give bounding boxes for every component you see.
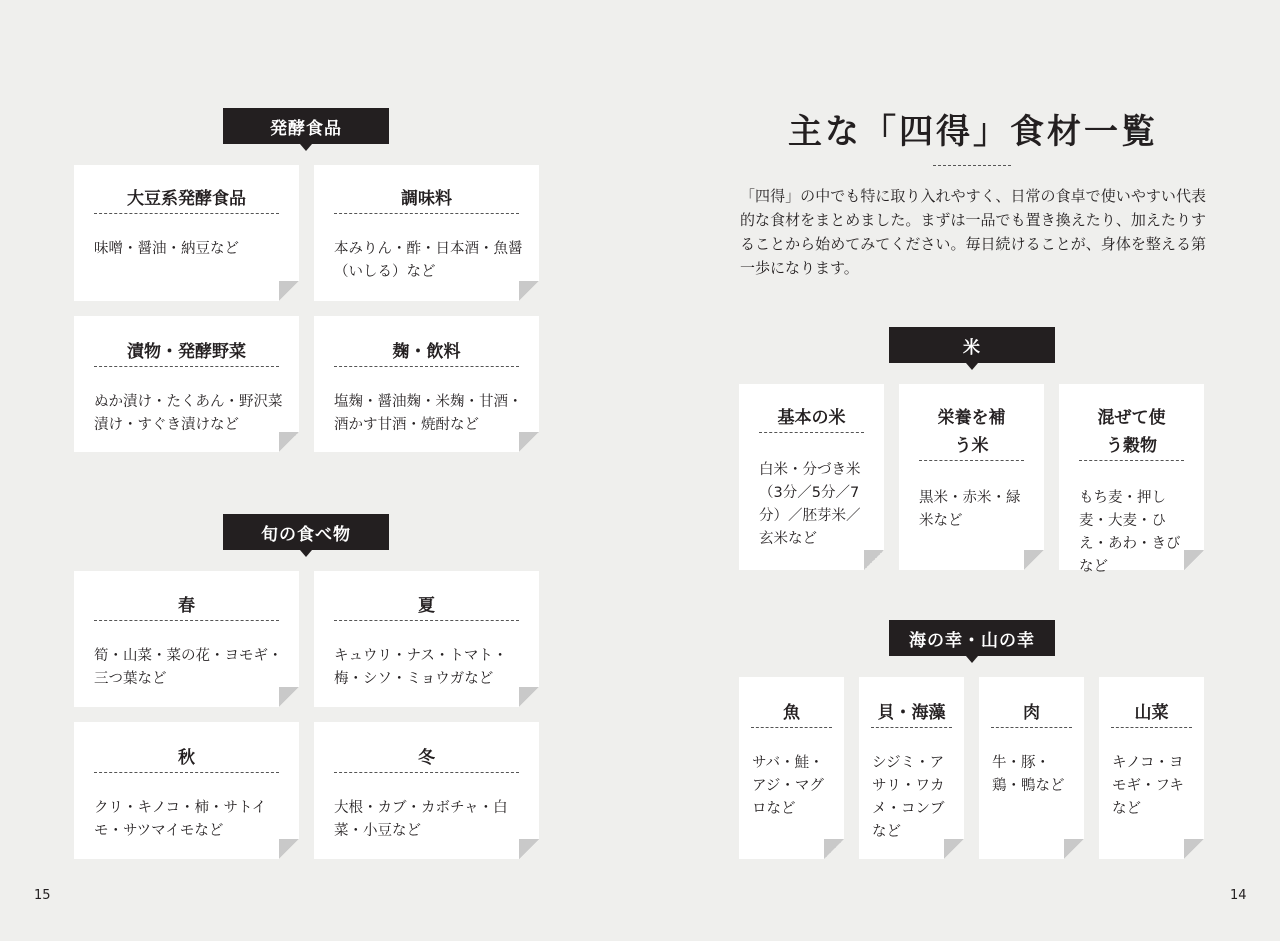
page-number-right: 14 <box>1230 888 1247 903</box>
card-nutrient-rice <box>899 384 1044 570</box>
card-soy-fermented <box>74 165 299 301</box>
section-tag-fermented: 発酵食品 <box>223 108 389 144</box>
card-title: 麹・飲料 <box>334 338 519 367</box>
card-body: 牛・豚・鶏・鴨など <box>992 755 1065 794</box>
card-summer <box>314 571 539 707</box>
page-title: 主な「四得」食材一覧 <box>788 112 1158 152</box>
card-title: 夏 <box>334 592 519 621</box>
card-title: 大豆系発酵食品 <box>94 185 279 214</box>
card-body: 黒米・赤米・緑米など <box>919 490 1021 529</box>
card-body: 筍・山菜・菜の花・ヨモギ・三つ葉など <box>94 648 283 687</box>
card-body: もち麦・押し麦・大麦・ひえ・あわ・きびなど <box>1079 490 1181 575</box>
card-title: 基本の米 <box>759 404 864 433</box>
card-mixed-grains <box>1059 384 1204 575</box>
card-body: 味噌・醤油・納豆など <box>94 241 239 257</box>
card-title: 春 <box>94 592 279 621</box>
card-title: 山菜 <box>1111 699 1192 728</box>
card-title: 秋 <box>94 744 279 773</box>
card-autumn <box>74 722 299 859</box>
card-body: クリ・キノコ・柿・サトイモ・サツマイモなど <box>94 800 267 839</box>
card-title: 肉 <box>991 699 1072 728</box>
card-basic-rice <box>739 384 884 570</box>
card-fish <box>739 677 844 859</box>
card-title: 混ぜて使う穀物 <box>1079 404 1184 461</box>
card-title: 冬 <box>334 744 519 773</box>
card-body: キノコ・ヨモギ・フキなど <box>1112 755 1184 817</box>
card-title: 栄養を補う米 <box>919 404 1024 461</box>
card-shellfish-seaweed <box>859 677 964 859</box>
intro-text: 「四得」の中でも特に取り入れやすく、日常の食卓で使いやすい代表的な食材をまとめました。まずは一品でも置き換えたり、加えたりすることから始めてみてください。毎日続けることが、身体を整える第一歩になります。 <box>740 187 1206 277</box>
card-koji-drinks <box>314 316 539 452</box>
section-tag-rice: 米 <box>889 327 1055 363</box>
section-tag-seasonal: 旬の食べ物 <box>223 514 389 550</box>
card-title: 調味料 <box>334 185 519 214</box>
card-title: 漬物・発酵野菜 <box>94 338 279 367</box>
card-body: シジミ・アサリ・ワカメ・コンブなど <box>872 755 945 840</box>
card-seasonings <box>314 165 539 301</box>
card-body: サバ・鮭・アジ・マグロなど <box>752 755 824 817</box>
card-meat <box>979 677 1084 859</box>
card-title: 貝・海藻 <box>871 699 952 728</box>
card-pickles <box>74 316 299 452</box>
section-tag-sea-mountain: 海の幸・山の幸 <box>889 620 1055 656</box>
card-winter <box>314 722 539 859</box>
card-body: 本みりん・酢・日本酒・魚醤（いしる）など <box>334 241 523 280</box>
page-number-left: 15 <box>34 888 51 903</box>
card-body: 塩麹・醤油麹・米麹・甘酒・酒かす甘酒・焼酎など <box>334 394 523 433</box>
card-body: 大根・カブ・カボチャ・白菜・小豆など <box>334 800 508 839</box>
card-title: 魚 <box>751 699 832 728</box>
title-divider <box>933 165 1011 166</box>
card-body: 白米・分づき米（3分／5分／7分）／胚芽米／玄米など <box>759 462 861 547</box>
card-spring <box>74 571 299 707</box>
card-body: ぬか漬け・たくあん・野沢菜漬け・すぐき漬けなど <box>94 394 283 433</box>
card-body: キュウリ・ナス・トマト・梅・シソ・ミョウガなど <box>334 648 508 687</box>
card-mountain-veg <box>1099 677 1204 859</box>
